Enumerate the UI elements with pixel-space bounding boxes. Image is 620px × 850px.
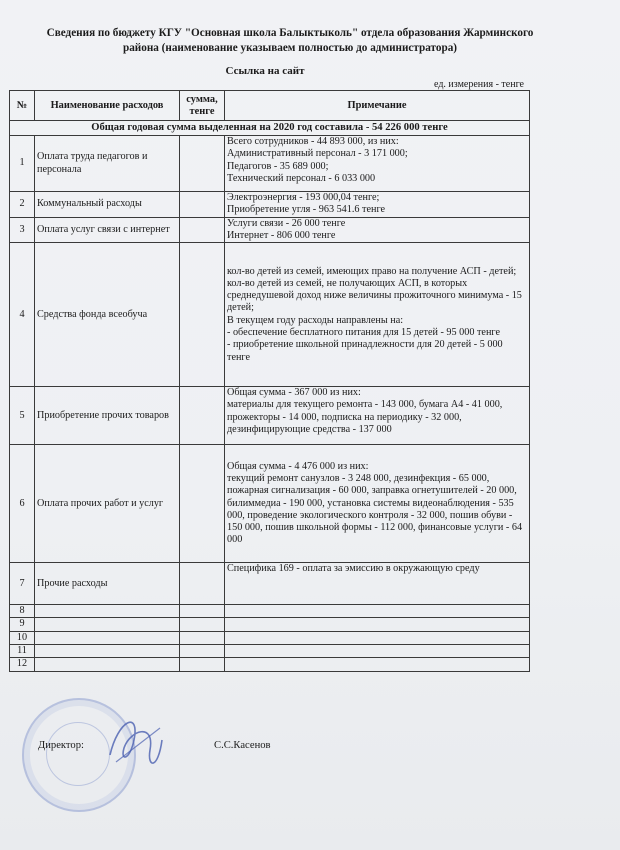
row-note [225, 217, 530, 243]
row-note [225, 445, 530, 563]
row-note [225, 605, 530, 618]
row-note [225, 631, 530, 644]
row-expense-name: Оплата труда педагогов и персонала [35, 136, 180, 192]
row-number: 8 [10, 605, 35, 618]
table-header-row [10, 91, 530, 121]
row-amount [180, 645, 225, 658]
row-amount [180, 631, 225, 644]
row-expense-name: Оплата прочих работ и услуг [35, 445, 180, 563]
row-amount [180, 445, 225, 563]
row-number: 7 [10, 563, 35, 605]
row-amount [180, 618, 225, 631]
row-number: 1 [10, 136, 35, 192]
header-note: Примечание [225, 91, 530, 121]
note-line: Всего сотрудников - 44 893 000, из них: [227, 136, 399, 147]
table-row [10, 645, 530, 658]
row-note [225, 192, 530, 218]
row-amount [180, 387, 225, 445]
total-text: Общая годовая сумма выделенная на 2020 год составила - 54 226 000 тенге [10, 121, 530, 136]
note-line: Административный персонал - 3 171 000; [227, 148, 408, 160]
row-number: 5 [10, 387, 35, 445]
row-expense-name: Средства фонда всеобуча [35, 243, 180, 387]
units-label: ед. измерения - тенге [434, 79, 524, 90]
note-line: - приобретение школьной принадлежности для 20 детей - 5 000 тенге [227, 339, 503, 363]
director-name: С.С.Касенов [214, 740, 271, 751]
table-row [10, 563, 530, 605]
note-line: Электроэнергия - 193 000,04 тенге; [227, 192, 380, 203]
row-amount [180, 658, 225, 671]
row-amount [180, 243, 225, 387]
note-line: Общая сумма - 367 000 из них: [227, 387, 361, 399]
row-note [225, 645, 530, 658]
row-amount [180, 192, 225, 218]
row-note [225, 136, 530, 192]
row-number: 10 [10, 631, 35, 644]
table-row [10, 445, 530, 563]
director-label: Директор: [38, 740, 84, 751]
note-line: Педагогов - 35 689 000; [227, 160, 329, 172]
site-link-label: Ссылка на сайт [225, 65, 305, 77]
note-line: Общая сумма - 4 476 000 из них: [227, 460, 369, 472]
note-line: кол-во детей из семей, имеющих право на получение АСП - детей; [227, 265, 517, 277]
note-line: текущий ремонт санузлов - 3 248 000, дезинфекция - 65 000, пожарная сигнализация - 60 000, заправка огнетушителей - 20 000, билиммедиа - 190 000, установка системы видеонаблюдения - 535 000, проведение экологического контроля - 32 000, пошив обуви - 150 000, пошив школьной формы - 112 000, финансовые услуги - 64 000 [227, 472, 523, 546]
table-row [10, 217, 530, 243]
table-row [10, 631, 530, 644]
table-row [10, 605, 530, 618]
note-line: - обеспечение бесплатного питания для 15 детей - 95 000 тенге [227, 326, 500, 338]
budget-table [9, 90, 530, 672]
note-line: материалы для текущего ремонта - 143 000, бумага А4 - 41 000, прожекторы - 14 000, подписка на периодику - 32 000, дезинфицирующие средства - 137 000 [227, 399, 503, 436]
note-line: Услуги связи - 26 000 тенге [227, 217, 346, 229]
row-expense-name: Приобретение прочих товаров [35, 387, 180, 445]
note-line: кол-во детей из семей, не получающих АСП, в которых среднедушевой доход ниже величины прожиточного минимума - 15 детей; [227, 277, 522, 314]
row-expense-name [35, 645, 180, 658]
row-number: 12 [10, 658, 35, 671]
table-row [10, 192, 530, 218]
row-note [225, 658, 530, 671]
row-expense-name [35, 605, 180, 618]
header-amount: сумма, тенге [180, 91, 225, 121]
total-row [10, 121, 530, 136]
document-title: Сведения по бюджету КГУ "Основная школа Балыктыколь" отдела образования Жарминского района (наименование указываем полностью до администратора) [46, 27, 534, 54]
row-note [225, 563, 530, 605]
row-amount [180, 605, 225, 618]
row-expense-name [35, 658, 180, 671]
row-number: 6 [10, 445, 35, 563]
table-row [10, 243, 530, 387]
note-line: Приобретение угля - 963 541.6 тенге [227, 204, 386, 216]
row-expense-name: Прочие расходы [35, 563, 180, 605]
row-number: 4 [10, 243, 35, 387]
row-number: 9 [10, 618, 35, 631]
note-line: Интернет - 806 000 тенге [227, 229, 336, 241]
row-amount [180, 563, 225, 605]
signature-mark [100, 700, 170, 780]
note-line: Технический персонал - 6 033 000 [227, 172, 376, 184]
header-number: № [10, 91, 35, 121]
row-amount [180, 136, 225, 192]
table-row [10, 618, 530, 631]
row-expense-name: Оплата услуг связи с интернет [35, 217, 180, 243]
note-line: В текущем году расходы направлены на: [227, 314, 404, 326]
row-number: 2 [10, 192, 35, 218]
row-amount [180, 217, 225, 243]
table-row [10, 387, 530, 445]
note-line: Специфика 169 - оплата за эмиссию в окружающую среду [227, 563, 480, 575]
row-note [225, 618, 530, 631]
row-expense-name: Коммунальный расходы [35, 192, 180, 218]
row-note [225, 243, 530, 387]
table-row [10, 658, 530, 671]
row-number: 3 [10, 217, 35, 243]
row-expense-name [35, 631, 180, 644]
table-row [10, 136, 530, 192]
row-expense-name [35, 618, 180, 631]
header-expense-name: Наименование расходов [35, 91, 180, 121]
row-number: 11 [10, 645, 35, 658]
row-note [225, 387, 530, 445]
